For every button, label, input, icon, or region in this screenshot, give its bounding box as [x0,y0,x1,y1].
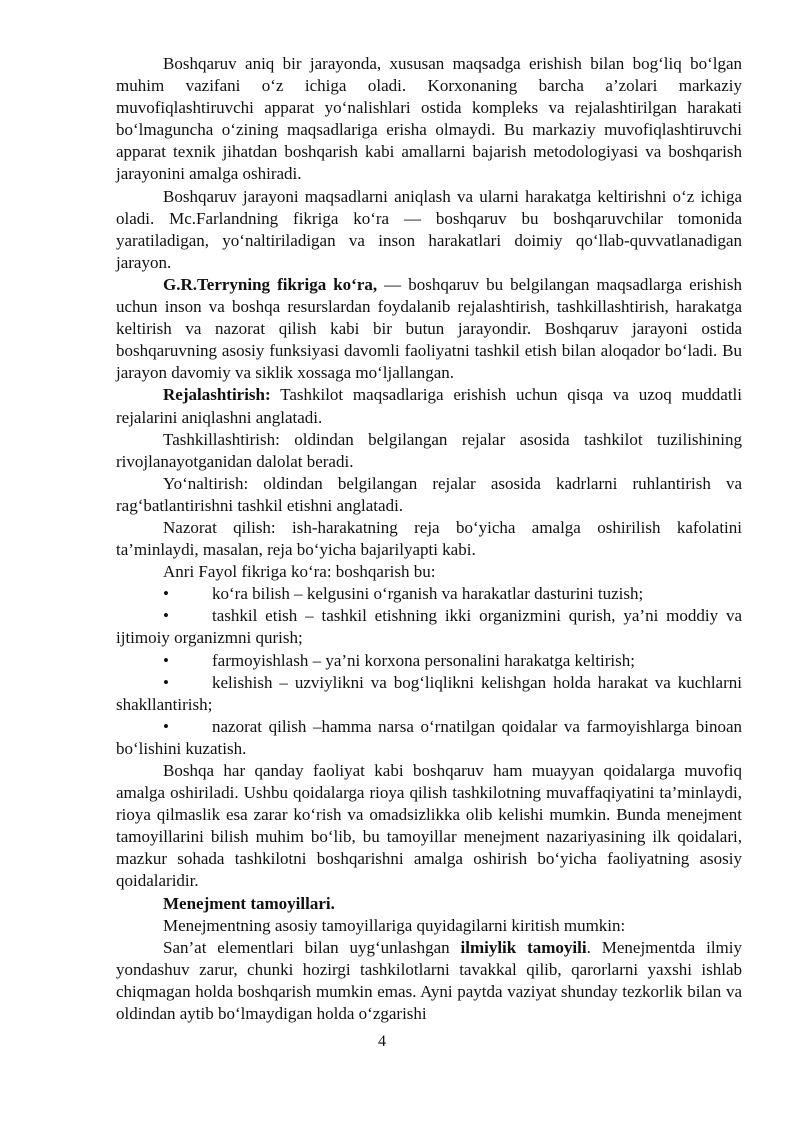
paragraph-fayol-intro [116,561,742,583]
list-item [116,605,742,649]
paragraph-principles-intro [116,915,742,937]
paragraph-terry [116,274,742,384]
paragraph-directing [116,473,742,517]
bullet-icon: • [163,716,169,736]
paragraph-mcfarland [116,186,742,274]
paragraph-planning [116,384,742,428]
paragraph-organizing [116,429,742,473]
paragraph-text: Boshqa har qanday faoliyat kabi boshqaruv ham muayyan qoidalarga muvofiq amalga oshiriladi. Ushbu qoidalarga rioya qilish tashkilotning muvaffaqiyatini ta’minlaydi, rioya qilmaslik esa zarar ko‘rish va omadsizlikka olib kelishi mumkin. Bunda menejment tamoyillarini bilish muhim bo‘lib, bu tamoyillar menejment nazariyasining ilk qoidalari, mazkur sohada tashkilotni boshqarishni amalga oshirish bo‘yicha faoliyatning asosiy qoidalaridir. [116,761,742,891]
paragraph-text: Anri Fayol fikriga ko‘ra: boshqarish bu: [163,562,436,582]
list-item [116,716,742,760]
paragraph-text: Boshqaruv aniq bir jarayonda, xususan maqsadga erishish bilan bog‘liq bo‘lgan muhim vazifani o‘z ichiga oladi. Korxonaning barcha a’zolari markaziy muvofiqlashtiruvchi apparat yo‘nalishlari ostida kompleks va rejalashtirilgan harakati bo‘lmaguncha o‘zining maqsadlariga erisha olmaydi. Bu markaziy muvofiqlashtiruvchi apparat texnik jihatdan boshqarish kabi amallarni bajarish metodologiyasi va boshqarish jarayonini amalga oshiradi. [116,54,742,184]
list-item [116,583,742,605]
bullet-icon: • [163,584,169,604]
page-number: 4 [378,1033,386,1050]
paragraph-text: . Menejmentda ilmiy yondashuv zarur, chunki hozirgi tashkilotlarni tavakkal qilib, qarorlarni yaxshi ishlab chiqmagan holda boshqarish mumkin emas. Ayni paytda vaziyat shunday tezkorlik bilan va oldindan aytib bo‘lmaydigan holda o‘zgarishi [116,937,742,1024]
document-page [116,53,742,1025]
paragraph-text: — boshqaruv bu belgilangan maqsadlarga erishish uchun inson va boshqa resurslardan foydalanib rejalashtirish, tashkillashtirish, harakatga keltirish va nazorat qilish kabi bir butun jarayondir. Boshqaruv jarayoni ostida boshqaruvning asosiy funksiyasi davomli faoliyatni tashkil etish bilan aloqador bo‘ladi. Bu jarayon davomiy va siklik xossaga mo‘ljallangan. [116,274,742,383]
list-item [116,650,742,672]
paragraph-text: Menejmentning asosiy tamoyillariga quyidagilarni kiritish mumkin: [163,915,626,935]
section-heading: Menejment tamoyillari. [163,893,335,913]
terry-bold-lead: G.R.Terryning fikriga ko‘ra, [163,274,378,294]
list-item [116,672,742,716]
paragraph-rules [116,760,742,893]
planning-bold-lead: Rejalashtirish: [163,385,271,405]
bullet-icon: • [163,672,169,692]
paragraph-science-principle [116,937,742,1025]
bullet-icon: • [163,606,169,626]
paragraph-text: San’at elementlari bilan uyg‘unlashgan [163,937,461,957]
paragraph-text: Tashkilot maqsadlariga erishish uchun qisqa va uzoq muddatli rejalarini aniqlashni anglatadi. [116,385,742,427]
science-principle-bold: ilmiylik tamoyili [460,937,587,957]
paragraph-management-task [116,53,742,186]
paragraph-text: Yo‘naltirish: oldindan belgilangan rejalar asosida kadrlarni ruhlantirish va rag‘batlantirishni tashkil etishni anglatadi. [116,473,742,515]
paragraph-controlling [116,517,742,561]
list-item-text: nazorat qilish –hamma narsa o‘rnatilgan qoidalar va farmoyishlarga binoan bo‘lishini kuzatish. [116,716,742,758]
bullet-icon: • [163,650,169,670]
list-item-text: tashkil etish – tashkil etishning ikki organizmini qurish, ya’ni moddiy va ijtimoiy organizmni qurish; [116,606,742,648]
paragraph-text: Boshqaruv jarayoni maqsadlarni aniqlash va ularni harakatga keltirishni o‘z ichiga oladi. Mc.Farlandning fikriga ko‘ra — boshqaruv bu boshqaruvchilar tomonida yaratiladigan, yo‘naltiriladigan va inson harakatlari doimiy qo‘llab-quvvatlanadigan jarayon. [116,186,742,272]
list-item-text: ko‘ra bilish – kelgusini o‘rganish va harakatlar dasturini tuzish; [212,584,644,604]
paragraph-text: Tashkillashtirish: oldindan belgilangan rejalar asosida tashkilot tuzilishining rivojlanayotganidan dalolat beradi. [116,429,742,471]
paragraph-text: Nazorat qilish: ish-harakatning reja bo‘yicha amalga oshirilish kafolatini ta’minlaydi, masalan, reja bo‘yicha bajarilyapti kabi. [116,517,742,560]
list-item-text: farmoyishlash – ya’ni korxona personalini harakatga keltirish; [212,650,635,670]
list-item-text: kelishish – uzviylikni va bog‘liqlikni kelishgan holda harakat va kuchlarni shakllantirish; [116,672,742,714]
